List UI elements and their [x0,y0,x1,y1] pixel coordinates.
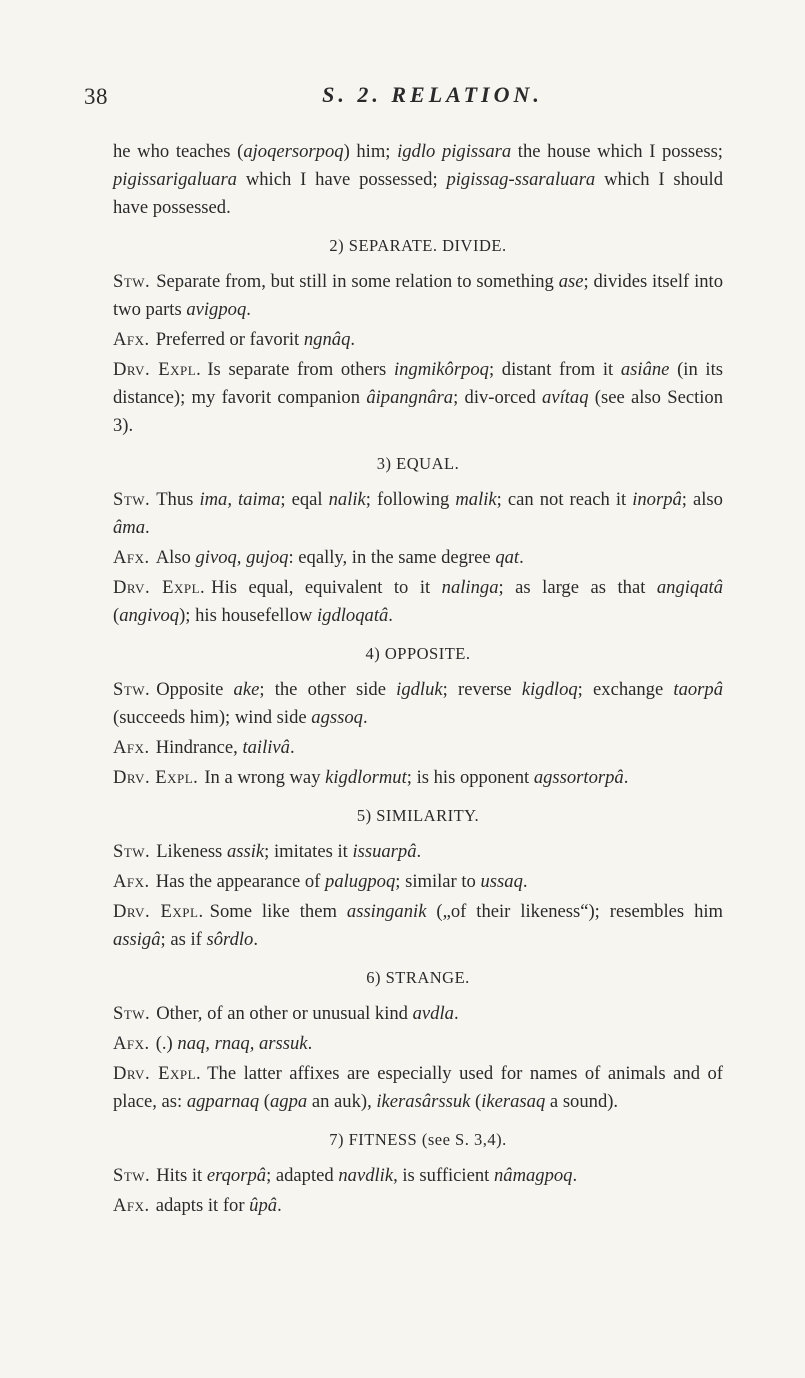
section-heading-strange: 6) STRANGE. [366,968,470,987]
drv-entry: Drv. Expl. The latter affixes are especially used for names of animals and of place, as: agparnaq (agpa an auk), ikerasârssuk (ikerasaq a sound). [113,1063,723,1112]
afx-entry: Afx. Hindrance, tailivâ. [113,737,295,758]
stw-entry: Stw. Separate from, but still in some relation to something ase; divides itself into two parts avigpoq. [113,271,723,320]
section-heading-similarity: 5) SIMILARITY. [356,806,480,825]
drv-entry: Drv. Expl. His equal, equivalent to it nalinga; as large as that angiqatâ (angivoq); his housefellow igdloqatâ. [113,577,723,626]
running-head: S. 2. RELATION. [322,82,543,107]
stw-entry: Stw. Other, of an other or unusual kind avdla. [113,1003,459,1024]
section-heading-equal: 3) EQUAL. [376,454,460,473]
afx-entry: Afx. Has the appearance of palugpoq; similar to ussaq. [113,871,528,892]
section-heading-separate: 2) SEPARATE. DIVIDE. [329,236,507,255]
afx-entry: Afx. adapts it for ûpâ. [113,1195,282,1216]
section-heading-opposite: 4) OPPOSITE. [365,644,471,663]
page-number: 38 [84,84,108,109]
section-heading-fitness: 7) FITNESS (see S. 3,4). [329,1130,507,1149]
page-body [113,138,723,1222]
stw-entry: Stw. Likeness assik; imitates it issuarpâ. [113,841,422,862]
stw-entry: Stw. Hits it erqorpâ; adapted navdlik, is sufficient nâmagpoq. [113,1165,578,1186]
drv-entry: Drv. Expl. Some like them assinganik („of their likeness“); resembles him assigâ; as if sôrdlo. [113,901,724,950]
drv-entry: Drv. Expl. Is separate from others ingmikôrpoq; distant from it asiâne (in its distance); my favorit companion âipangnâra; div-orced avítaq (see also Section 3). [113,359,723,436]
intro-paragraph: he who teaches (ajoqersorpoq) him; igdlo pigissara the house which I possess; pigissarigaluara which I have possessed; pigissag-ssaraluara which I should have possessed. [113,141,723,218]
afx-entry: Afx. (.) naq, rnaq, arssuk. [113,1033,313,1054]
afx-entry: Afx. Preferred or favorit ngnâq. [113,329,356,350]
stw-entry: Stw. Thus ima, taima; eqal nalik; following malik; can not reach it inorpâ; also âma. [113,489,723,538]
stw-entry: Stw. Opposite ake; the other side igdluk; reverse kigdloq; exchange taorpâ (succeeds him); wind side agssoq. [113,679,724,728]
drv-entry: Drv. Expl. In a wrong way kigdlormut; is his opponent agssortorpâ. [113,767,629,788]
afx-entry: Afx. Also givoq, gujoq: eqally, in the same degree qat. [113,547,524,568]
